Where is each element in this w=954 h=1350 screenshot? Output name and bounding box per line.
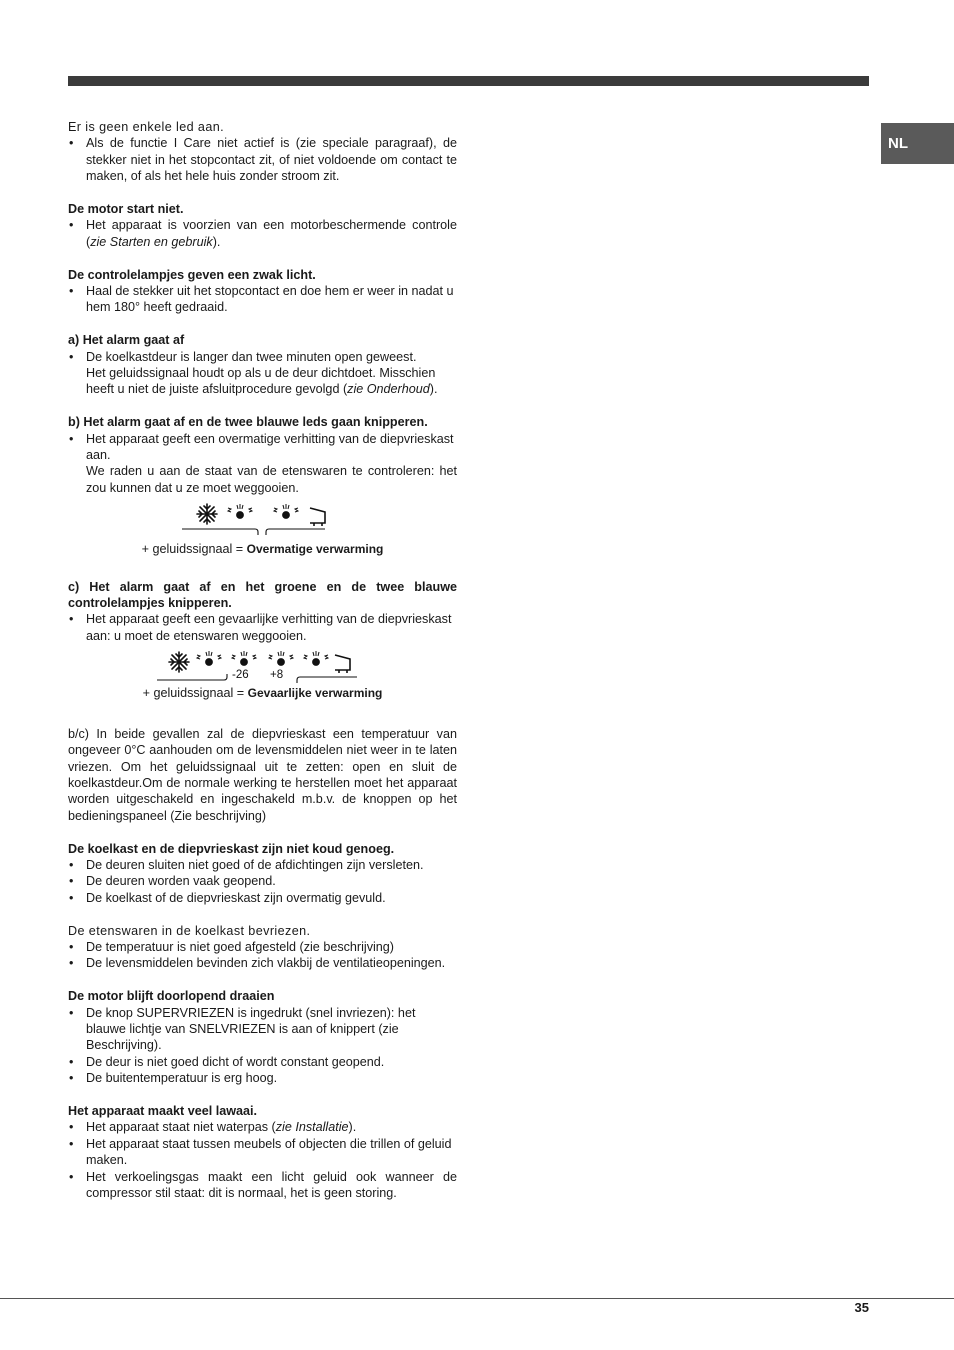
list-item: • Het apparaat staat niet waterpas (zie Installatie).: [68, 1119, 457, 1135]
paragraph: b/c) In beide gevallen zal de diepvrieskast een temperatuur van ongeveer 0°C aanhouden om de levensmiddelen niet weer in te laten vriezen. Om het geluidssignaal uit te zetten: open en sluit de koelkastdeur.Om de normale werking te herstellen moet het apparaat worden uitgeschakeld en ingeschakeld m.b.v. de knoppen op het bedieningspaneel (Zie beschrijving): [68, 726, 457, 823]
blinking-led-icon: [232, 651, 256, 665]
temperature-label-left: -26: [232, 669, 249, 682]
section-alarm-a: [68, 332, 457, 398]
list-item: • Het apparaat staat tussen meubels of objecten die trillen of geluid maken.: [68, 1136, 457, 1169]
section-heading: a) Het alarm gaat af: [68, 333, 185, 348]
section-food-freezes: [68, 923, 457, 972]
list-item: • De buitentemperatuur is erg hoog.: [68, 1070, 457, 1086]
list-item: [68, 431, 457, 497]
list-item: • De knop SUPERVRIEZEN is ingedrukt (snel invriezen): het blauwe lichtje van SNELVRIEZEN is aan of knippert (zie Beschrijving).: [68, 1005, 457, 1054]
temperature-label-right: +8: [270, 669, 284, 682]
list-item: • Het verkoelingsgas maakt een licht geluid ook wanneer de compressor stil staat: dit is normaal, het is geen storing.: [68, 1169, 457, 1202]
section-no-led: [68, 119, 457, 185]
section-alarm-b: [68, 414, 457, 562]
section-heading: De motor blijft doorlopend draaien: [68, 989, 275, 1004]
list-item: • De levensmiddelen bevinden zich vlakbij de ventilatieopeningen.: [68, 955, 457, 971]
blinking-led-icon: [304, 651, 328, 665]
section-heading: De motor start niet.: [68, 202, 184, 217]
list-item-line: • Het apparaat geeft een overmatige verhitting van de diepvrieskast aan.: [86, 431, 454, 463]
section-heading: c) Het alarm gaat af en het groene en de twee blauwe controlelampjes knipperen.: [68, 579, 457, 611]
language-tab: NL: [881, 123, 954, 164]
snowflake-icon: [197, 504, 217, 524]
list-item: • Het apparaat is voorzien van een motorbeschermende controle (zie Starten en gebruik).: [68, 217, 457, 250]
list-item: • De koelkast of de diepvrieskast zijn overmatig gevuld.: [68, 890, 457, 906]
list-item: • Als de functie I Care niet actief is (zie speciale paragraaf), de stekker niet in het stopcontact zit, of niet voldoende om contact te maken, of als het hele huis zonder stroom zit.: [68, 135, 457, 184]
section-heading: De etenswaren in de koelkast bevriezen.: [68, 923, 311, 938]
list-item: • De deur is niet goed dicht of wordt constant geopend.: [68, 1054, 457, 1070]
troubleshooting-content: [68, 119, 457, 1218]
section-heading: Er is geen enkele led aan.: [68, 120, 225, 134]
footer-rule: [0, 1298, 954, 1299]
section-heading: De controlelampjes geven een zwak licht.: [68, 267, 316, 282]
cross-reference: zie Onderhoud: [347, 382, 430, 397]
alarm-indicator-diagram-c: [68, 648, 457, 709]
alarm-horn-icon: [310, 508, 325, 526]
section-bc-paragraph: [68, 726, 457, 824]
list-item: [68, 349, 457, 398]
header-bar: [68, 76, 869, 86]
cross-reference: zie Starten en gebruik: [90, 234, 213, 249]
list-item-line: Het geluidssignaal houdt op als u de deur dichtdoet. Misschien heeft u niet de juiste afsluitprocedure gevolgd (zie Onderhoud).: [86, 366, 438, 397]
section-noise: [68, 1103, 457, 1201]
list-item: • De temperatuur is niet goed afgesteld (zie beschrijving): [68, 939, 457, 955]
list-item: • Het apparaat geeft een gevaarlijke verhitting van de diepvrieskast aan: u moet de etenswaren weggooien.: [68, 611, 457, 644]
list-item: • Haal de stekker uit het stopcontact en doe hem er weer in nadat u hem 180° heeft gedraaid.: [68, 283, 457, 316]
diagram-caption: + geluidssignaal = Overmatige verwarming: [141, 542, 384, 557]
section-heading: De koelkast en de diepvrieskast zijn niet koud genoeg.: [68, 841, 395, 856]
section-heading: Het apparaat maakt veel lawaai.: [68, 1103, 258, 1118]
list-item: • De deuren worden vaak geopend.: [68, 873, 457, 889]
section-motor-not-start: [68, 201, 457, 250]
section-not-cold: [68, 841, 457, 907]
section-alarm-c: [68, 579, 457, 710]
diagram-caption: + geluidssignaal = Gevaarlijke verwarming: [142, 686, 383, 701]
section-weak-lights: [68, 267, 457, 316]
diagram-graphic: [68, 502, 457, 544]
list-item-line: • De koelkastdeur is langer dan twee minuten open geweest.: [86, 349, 417, 364]
page-number: 35: [854, 1300, 869, 1315]
section-motor-runs: [68, 988, 457, 1086]
blinking-led-icon: [197, 651, 221, 665]
cross-reference: zie Installatie: [275, 1120, 349, 1135]
blinking-led-icon: [274, 504, 298, 518]
snowflake-icon: [169, 652, 189, 672]
list-item: • De deuren sluiten niet goed of de afdichtingen zijn versleten.: [68, 857, 457, 873]
blinking-led-icon: [228, 504, 252, 518]
alarm-indicator-diagram-b: [68, 502, 457, 562]
alarm-horn-icon: [335, 655, 350, 673]
list-item-line: We raden u aan de staat van de etenswaren te controleren: het zou kunnen dat u ze moet weggooien.: [86, 464, 457, 495]
section-heading: b) Het alarm gaat af en de twee blauwe leds gaan knipperen.: [68, 415, 428, 430]
blinking-led-icon: [269, 651, 293, 665]
